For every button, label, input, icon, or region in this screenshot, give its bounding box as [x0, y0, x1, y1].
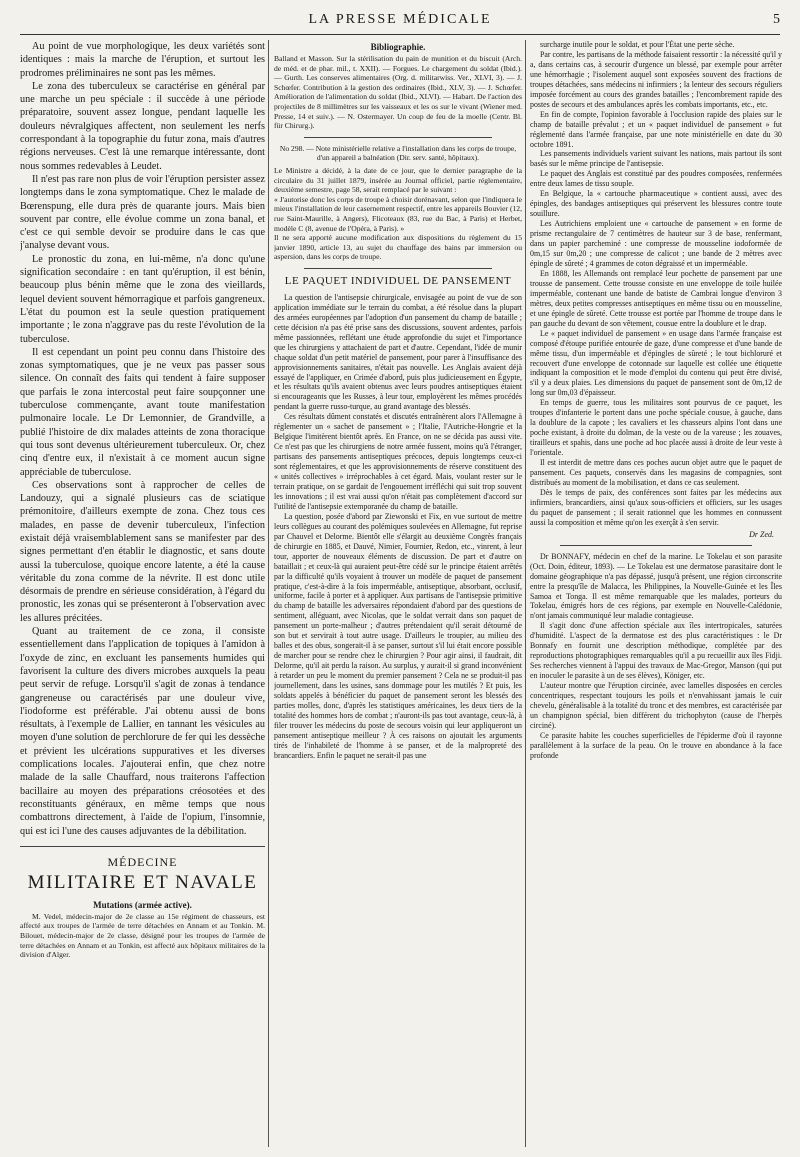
- note-paragraph: « J'autorise donc les corps de troupe à choisir dorénavant, selon que l'indiquera le mieux l'installation de leur casernement respectif, entre les appareils Bouvier (12, rue Saint-Maurille, à Angers), Flicoteaux (83, rue du Bac, à Paris) et Herbet, modèle C (8, avenue de l'Opéra, à Paris). »: [274, 194, 522, 233]
- mutations-text: M. Vedel, médecin-major de 2e classe au 15e régiment de chasseurs, est affecté aux troupes de l'armée de terre détachées en Annam et au Tonkin. M. Bilouet, médecin-major de 2e classe, désigné pour les troupes de l'armée de terre détachées en Annam et au Tonkin, est affecté aux hôpitaux militaires de la division d'Alger.: [20, 911, 265, 960]
- page-number: 5: [773, 12, 780, 27]
- paragraph: Il n'est pas rare non plus de voir l'éruption persister assez longtemps dans le zona symptomatique. Chez le malade de Bœrenspung, elle dura près de quarante jours. Mais bien souvent par contre, elle évolue comme un zona banal, et c'est ce qui semble devoir se produire dans le cas que j'analyse devant vous.: [20, 173, 265, 252]
- article-paragraph: Par contre, les partisans de la méthode faisaient ressortir : la nécessité qu'il y a, dans certains cas, à secourir d'urgence un blessé, par exemple pour arrêter une hémorrhagie ; l'isolement auquel sont exposées souvent des fractions de troupes détachées, sans médecins ni infirmiers ; la lenteur des secours réguliers imposée forcément au cours des grandes batailles ; l'encombrement rapide des postes de secours et des ambulances après les combats importants, etc., etc.: [530, 49, 782, 109]
- paragraph: Le zona des tuberculeux se caractérise en général par une marche un peu spéciale : il succède à une période préparatoire, souvent assez longue, pendant laquelle les douleurs névralgiques affectent, non seulement les nerfs correspondant à la topographie du futur zona, mais d'autres régions nerveuses. C'est là une remarque intéressante, dont nous sommes redevables à Leudet.: [20, 80, 265, 172]
- bibliography-text: Balland et Masson. Sur la stérilisation du pain de munition et du biscuit (Arch. de méd. et de phar. mil., t. XXII). — Forgues. Le chargement du soldat (Ibid.). — Gurth. Les conserves alimentaires (Org. d. militarwiss. Ver., XLVI, 3). — J. Schœfer. Contribution à la gestion des ordinaires (Ibid., XLV, 3). — J. Schœfer. Amélioration de l'alimentation du soldat (Ibid., XLVI). — Habart. De l'action des projectiles de 8 millimètres sur les vaisseaux et les os sur le vivant (Wiener med. Presse, 14 et suiv.). — N. Ostermayer. Un coup de feu de la moelle (Centr. Bl. für Chirurg.).: [274, 54, 522, 131]
- divider: [304, 268, 492, 269]
- section-title-line2: MILITAIRE ET NAVALE: [27, 871, 258, 893]
- article-paragraph: La question, posée d'abord par Ziewonski et Fix, en vue surtout de mettre leurs collègues au courant des polémiques soulevées en Allemagne, fut reprise par Chauvel et Delorme. Bientôt elle s'élargit au deuxième Congrès français de chirurgie en 1885, et Dauvé, Nimier, Fournier, Redon, etc., vinrent, à leur tour, apporter de nouveaux éléments de discussion. De part et d'autre on bataillait ; et ceux-là qui auraient peut-être cédé sur le principe étaient arrêtés par la difficulté qu'ils voyaient à trouver un modèle de paquet de pansement pratique, c'est-à-dire à la fois imperméable, antiseptique, absorbant, occlusif, uniforme, facile à porter et à appliquer. Aux partisans de l'antisepsie primitive du champ de bataille les adversaires répondaient d'abord par des questions de sentiment, alléguant, avec Nicolas, que le soldat verrait dans son paquet de pansement un porte-malheur ; d'autres prétendaient qu'il serait détourné de son but et servirait à tout autre usage. D'ailleurs le troupier, au milieu des balles et des obus, songerait-il à se panser, surtout s'il lui était encore possible de marcher pour se rendre chez le chirurgien ? Pour agir ainsi, il faudrait, dit Delorme, qu'il ait perdu la raison. Au surplus, y aurait-il si grand inconvénient à retarder un peu le moment du premier pansement ? Cela ne se produit-il pas journellement, dans les usines, sans dommage pour les mutilés ? Et puis, les soldats appelés à bénéficier du paquet de pansement seront les blessés des parties molles, donc, d'après les statistiques américaines, les deux tiers de la totalité des hommes hors de combat ; n'auront-ils pas tout avantage, ceux-là, à filer trouver les médecins du poste de secours voisin qui leur appliqueront un pansement antiseptique meilleur ? À ces raisons on ajoutait les arguments tirés de l'inhabileté de l'homme à se panser, et de la malpropreté des brancardiers. Enfin le paquet ne serait-il pas une: [274, 511, 522, 760]
- article-paragraph: surcharge inutile pour le soldat, et pour l'État une perte sèche.: [540, 40, 735, 49]
- article-paragraph: Le paquet des Anglais est constitué par des poudres composées, renfermées entre deux lames de tissu souple.: [530, 169, 782, 189]
- article-paragraph: Le « paquet individuel de pansement » en usage dans l'armée française est composé d'étoupe purifiée entourée de gaze, d'une compresse et d'une bande de même tissu, d'un imperméable et d'épingles de sûreté ; le tout bichloruré et recouvert d'une enveloppe de cotonnade sur laquelle est collée une étiquette indiquant la composition et le mode d'emploi du contenu qui peut être divisé, s'il y a deux plaies. Les dimensions du paquet de pansement sont de 0m,12 de long sur 0m,03 d'épaisseur.: [530, 328, 782, 398]
- ministerial-note-heading: No 298. — Note ministérielle relative a l'installation dans les corps de troupe, d'un appareil a balnéation (Dir. serv. santé, hôpitaux).: [279, 143, 517, 163]
- article-paragraph: En fin de compte, l'opinion favorable à l'occlusion rapide des plaies sur le champ de bataille prévalut ; et un « paquet individuel de pansement » fut réglementé dans l'armée française, par une note ministérielle en date du 30 octobre 1891.: [530, 109, 782, 149]
- column-rule: [525, 40, 526, 1147]
- page-header: [20, 12, 780, 35]
- paragraph: Ces observations sont à rapprocher de celles de Landouzy, qui a signalé plusieurs cas de sciatique prémonitoire, d'ailleurs exempte de zona. Chez tous ces malades, en passe de devenir tuberculeux, l'infection existait déjà vraisemblablement sans se manifester par des signes permettant d'en établir le diagnostic, et sans doute aussi la tuberculose, quoique encore latente, a été la cause véritable du zona comme de la névrite. Il est donc utile désormais de prendre en sérieuse considération, à l'égard du pronostic, les zonas qui se présenteront à l'observation avec les allures précitées.: [20, 479, 265, 624]
- paragraph: Le pronostic du zona, en lui-même, n'a donc qu'une signification secondaire : en tant qu'éruption, il est bénin, beaucoup plus bénin même que le zona des vieillards, lequel devient souvent hémorragique et parfois gangreneux. L'état du poumon est la seule question pratiquement importante ; le zona n'aggrave pas du reste l'évolution de la tuberculose.: [20, 253, 265, 345]
- article-paragraph: Il est interdit de mettre dans ces poches aucun objet autre que le paquet de pansement. Ces paquets, conservés dans les magasins de compagnies, sont distribués au moment de la mobilisation, et dans ce cas seulement.: [530, 458, 782, 487]
- note-paragraph: Il ne sera apporté aucune modification aux dispositions du règlement du 15 janvier 1890, article 13, au sujet du chauffage des bains par immersion ou aspersion, dans les corps de troupe.: [274, 233, 522, 262]
- review-paragraph: L'auteur montre que l'éruption circinée, avec lamelles disposées en cercles concentriques, respectant toujours les poils et n'envahissant jamais le cuir chevelu, généralisable à la totalité du tronc et des membres, est caractérisée par un champignon spécial, bien différent du trichophyton (cause de l'herpès circiné).: [530, 681, 782, 730]
- article-paragraph: En temps de guerre, tous les militaires sont pourvus de ce paquet, les troupes d'infanterie le portent dans une poche spéciale cousue, à gauche, dans la doublure de la capote ; les cavaliers et les chasseurs alpins l'ont dans une poche existant, à droite du dolman, de la veste ou de la vareuse ; les zouaves, tirailleurs et spahis, dans une poche ad hoc placée aussi à droite de leur veste à l'orientale.: [530, 398, 782, 458]
- paragraph: Au point de vue morphologique, les deux variétés sont identiques : mais la marche de l'éruption, et surtout les prodromes préliminaires ne sont pas les mêmes.: [20, 41, 265, 79]
- article-paragraph: Les pansements individuels varient suivant les nations, mais partout ils sont basés sur le même principe de l'antisepsie.: [530, 149, 782, 169]
- journal-title: LA PRESSE MÉDICALE: [308, 12, 492, 27]
- article-paragraph: Ces résultats dûment constatés et discutés entraînèrent alors l'Allemagne à réglementer un « sachet de pansement » ; l'Italie, l'Autriche-Hongrie et la Belgique l'imitèrent bientôt après. En France, on ne se décida pas aussi vite. Ce n'est pas que les chirurgiens de notre armée fussent, moins qu'à l'étranger, partisans des pansements antiseptiques précoces, depuis longtemps ceux-ci sont réglementaires, et que les approvisionnements de réserve constituent des « unités collectives » irréprochables à cet égard. Mais, voulant rester sur le terrain pratique, on se gardait de l'engouement irréfléchi qui suit trop souvent les innovations ; il est vrai aussi qu'on n'était pas complètement d'accord sur l'utilité de l'antisepsie extemporanée du champ de bataille.: [274, 412, 522, 511]
- mutations-heading: Mutations (armée active).: [93, 899, 192, 910]
- article-paragraph: Dès le temps de paix, des conférences sont faites par les médecins aux infirmiers, brancardiers, ainsi qu'aux sous-officiers et officiers, sur les usages du paquet de pansement ; il serait rationnel que les hommes en connussent aussi la composition et même qu'on les exerçât à s'en servir.: [530, 487, 782, 527]
- article-paragraph: Les Autrichiens emploient une « cartouche de pansement » en forme de prisme rectangulaire de 7 centimètres de hauteur sur 3 de base, renfermant, dans un papier parcheminé : une compresse de mousseline iodoformée de 0m,15 sur 0m,20 ; une compresse de calicot ; une bande de 2 mètres avec épingle de sûreté ; 4 grammes de coton dégraissé et un imperméable.: [530, 219, 782, 268]
- column-right: [530, 40, 782, 1149]
- article-title: LE PAQUET INDIVIDUEL DE PANSEMENT: [284, 274, 512, 287]
- review-paragraph: Il s'agit donc d'une affection spéciale aux îles intertropicales, saturées d'humidité. L'aspect de la dermatose est des plus caractéristiques : le Dr Bonnafy en fournit une description méthodique, complétée par des reproductions photographiques remarquables qu'il a pu recueillir aux îles Fidji. Ses recherches viennent à l'appui des travaux de Mac-Gregor, Manson (qui put en inoculer le parasite à un de ses élèves), Königer, etc.: [530, 621, 782, 681]
- zona-article-text: [20, 40, 265, 838]
- section-divider: [20, 846, 265, 847]
- article-paragraph: En 1888, les Allemands ont remplacé leur pochette de pansement par une trousse de pansement. Cette trousse consiste en une enveloppe de toile huilée imperméable, contenant une bande de batiste de Cambrai longue d'environ 3 mètres, deux petites compresses antiseptiques en même tissu ou en mousseline, et une épingle de sûreté. Cette trousse est portée par l'homme de troupe dans le pan gauche du devant de son vêtement, cousue entre la doublure et le drap.: [530, 268, 782, 328]
- article-paragraph: La question de l'antisepsie chirurgicale, envisagée au point de vue de son application immédiate sur le terrain du combat, a été résolue dans la plupart des armées européennes par l'adoption d'un pansement du champ de bataille ; cette décision n'a pas été prise sans des discussions, souvent ardentes, parfois même passionnées, reflétant une étude approfondie du sujet et l'importance que les chirurgiens y attachaient de part et d'autre. Cependant, l'idée de munir chaque soldat d'un petit matériel de pansement, pour parer à l'insuffisance des approvisionnements sanitaires, n'était pas nouvelle. Les Anglais avaient déjà essayé de l'appliquer, en Crimée d'abord, puis plus judicieusement en Égypte, et les résultats qu'ils avaient obtenus avec leurs poudres antiseptiques étaient si encourageants que les Russes, à leur tour, employèrent les mêmes procédés pendant la guerre russo-turque, au grand avantage des blessés.: [274, 292, 522, 412]
- section-title-line1: MÉDECINE: [107, 854, 178, 869]
- note-paragraph: Le Ministre a décidé, à la date de ce jour, que le dernier paragraphe de la circulaire du 31 juillet 1879, insérée au Journal officiel, partie réglementaire, deuxième semestre, page 58, serait remplacé par le suivant :: [274, 165, 522, 195]
- paragraph: Il est cependant un point peu connu dans l'histoire des zonas symptomatiques, que je ne veux pas passer sous silence. On connaît des faits qui tendent à faire supposer que parfais le zona intercostal peut faire soupçonner une tuberculose commençante, avant toute manifestation pulmonaire locale. Le Dr Lemonnier, de Grandville, a publié l'histoire de dix malades atteints de zona thoracique qui tous sont devenus ultérieurement tuberculeux. Or, chez cinq d'entre eux, il n'existait à ce moment aucun signe appréciable de tuberculose.: [20, 346, 265, 478]
- column-middle: [274, 40, 522, 1149]
- article-paragraph: En Belgique, la « cartouche pharmaceutique » contient aussi, avec des épingles, des bandages antiseptiques qui préservent les blessures contre toute souillure.: [530, 189, 782, 219]
- review-paragraph: Ce parasite habite les couches superficielles de l'épiderme d'où il rayonne parallèlement à la surface de la peau. On le trouve en abondance à la face profonde: [530, 730, 782, 760]
- divider: [560, 545, 752, 546]
- divider: [304, 137, 492, 138]
- author-signature: Dr Zed.: [749, 529, 774, 539]
- review-paragraph: Dr BONNAFY, médecin en chef de la marine. Le Tokelau et son parasite (Oct. Doin, éditeur, 1893). — Le Tokelau est une dermatose parasitaire dont le domaine géographique n'a pas dépassé, jusqu'à présent, une région circonscrite entre la presqu'île de Malacca, les Philippines, la Nouvelle-Guinée et les Îles Samoa et Tonga. Il est même remarquable que les malades, porteurs du Tokelau, émigrés hors de ces régions, par exemple en Nouvelle-Calédonie, n'ont jamais communiqué leur maladie contagieuse.: [530, 551, 782, 621]
- bibliography-heading: Bibliographie.: [370, 42, 426, 52]
- column-rule: [268, 40, 269, 1147]
- column-left: [20, 40, 265, 1149]
- paragraph: Quant au traitement de ce zona, il consiste essentiellement dans l'application de topiques à l'amidon à l'oxyde de zinc, en excluant les pansements humides qui favorisent la culture des divers microbes auxquels la peau peut servir de refuge. Lorsqu'il s'agit de zonas à tendance gangreneuse ou caractérisés par une douleur vive, l'iodoforme est préférable. J'ai obtenu aussi de bons résultats, à l'exemple de Lallier, en tannant les vésicules au moyen d'une solution de perchlorure de fer qui les dessèche et prévient les ulcérations suppuratives et les diverses complications locales. J'ajouterai enfin, que chez notre malade de la salle Chauffard, nous traiterons l'affection bacillaire au moyen des préparations créosotées et des reconstituants généraux, en même temps que nous combattrons directement, à l'aide de l'opium, l'insomnie, qui est ici l'une des causes adjuvantes de la débilitation.: [20, 626, 265, 837]
